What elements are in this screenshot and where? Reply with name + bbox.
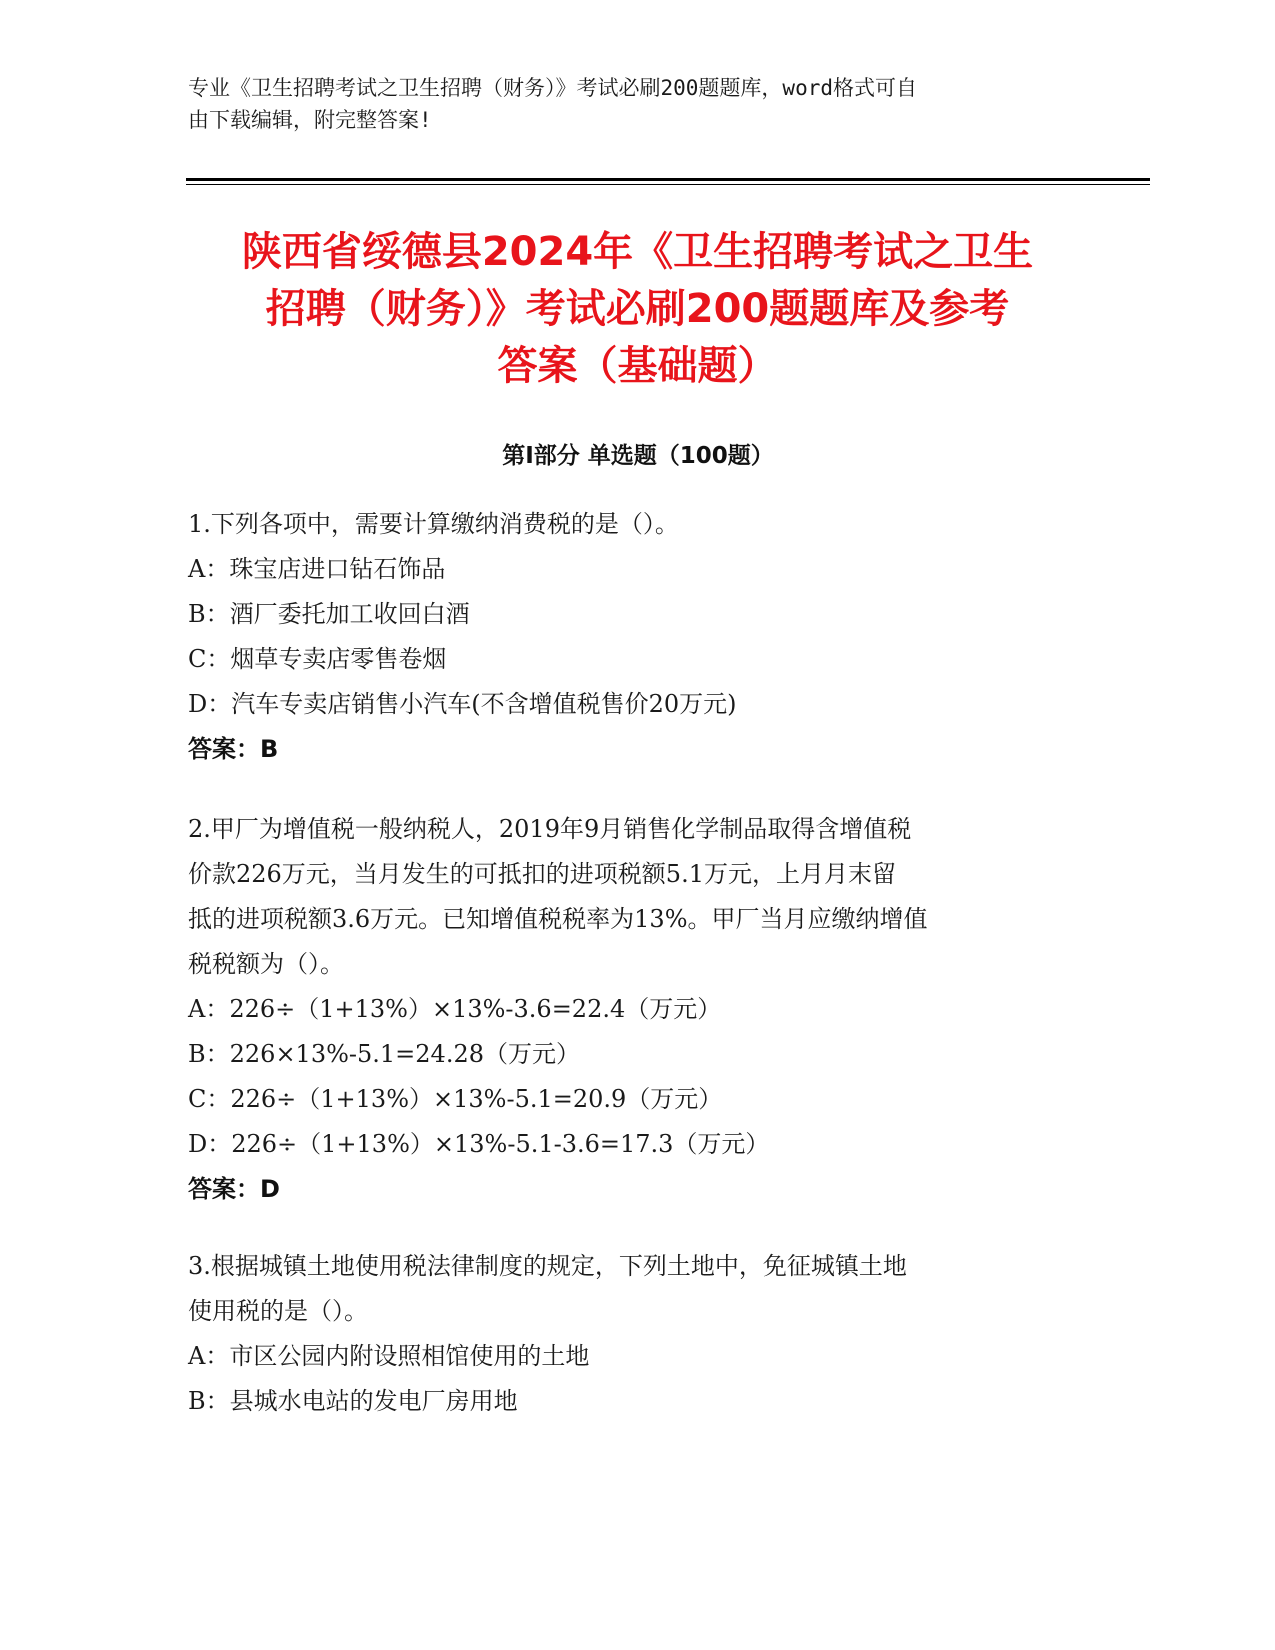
header-rule-thick <box>186 178 1150 181</box>
option-a: A：珠宝店进口钻石饰品 <box>188 555 446 583</box>
question-stem: 1.下列各项中，需要计算缴纳消费税的是（）。 <box>188 510 679 538</box>
option-c: C：烟草专卖店零售卷烟 <box>188 645 447 673</box>
question-2 <box>188 807 1088 1212</box>
option-a: A：226÷（1+13%）×13%-3.6=22.4（万元） <box>188 995 722 1023</box>
option-b: B：226×13%-5.1=24.28（万元） <box>188 1040 580 1068</box>
question-stem: 税税额为（）。 <box>188 950 344 978</box>
document-title <box>160 224 1115 395</box>
answer: 答案：B <box>188 735 279 763</box>
answer: 答案：D <box>188 1175 280 1203</box>
option-b: B：县城水电站的发电厂房用地 <box>188 1387 518 1415</box>
header-rule-thin <box>186 184 1150 185</box>
option-d: D：汽车专卖店销售小汽车(不含增值税售价20万元) <box>188 690 737 718</box>
question-1 <box>188 502 1088 772</box>
option-b: B：酒厂委托加工收回白酒 <box>188 600 470 628</box>
question-stem: 2.甲厂为增值税一般纳税人，2019年9月销售化学制品取得含增值税 <box>188 815 912 843</box>
option-c: C：226÷（1+13%）×13%-5.1=20.9（万元） <box>188 1085 723 1113</box>
question-3 <box>188 1244 1088 1424</box>
section-title: 第Ⅰ部分 单选题（100题） <box>502 443 774 469</box>
question-stem: 使用税的是（）。 <box>188 1297 368 1325</box>
header-line-1: 专业《卫生招聘考试之卫生招聘（财务）》考试必刷200题题库，word格式可自 <box>188 76 917 100</box>
option-d: D：226÷（1+13%）×13%-5.1-3.6=17.3（万元） <box>188 1130 770 1158</box>
title-line-1: 陕西省绥德县2024年《卫生招聘考试之卫生 <box>241 229 1034 275</box>
header-line-2: 由下载编辑，附完整答案! <box>188 108 432 132</box>
question-stem: 价款226万元，当月发生的可抵扣的进项税额5.1万元，上月月末留 <box>188 860 896 888</box>
question-stem: 抵的进项税额3.6万元。已知增值税税率为13%。甲厂当月应缴纳增值 <box>188 905 928 933</box>
title-line-3: 答案（基础题） <box>497 343 778 389</box>
document-header <box>188 72 1068 136</box>
question-stem: 3.根据城镇土地使用税法律制度的规定，下列土地中，免征城镇土地 <box>188 1252 907 1280</box>
title-line-2: 招聘（财务）》考试必刷200题题库及参考 <box>265 286 1010 332</box>
option-a: A：市区公园内附设照相馆使用的土地 <box>188 1342 590 1370</box>
